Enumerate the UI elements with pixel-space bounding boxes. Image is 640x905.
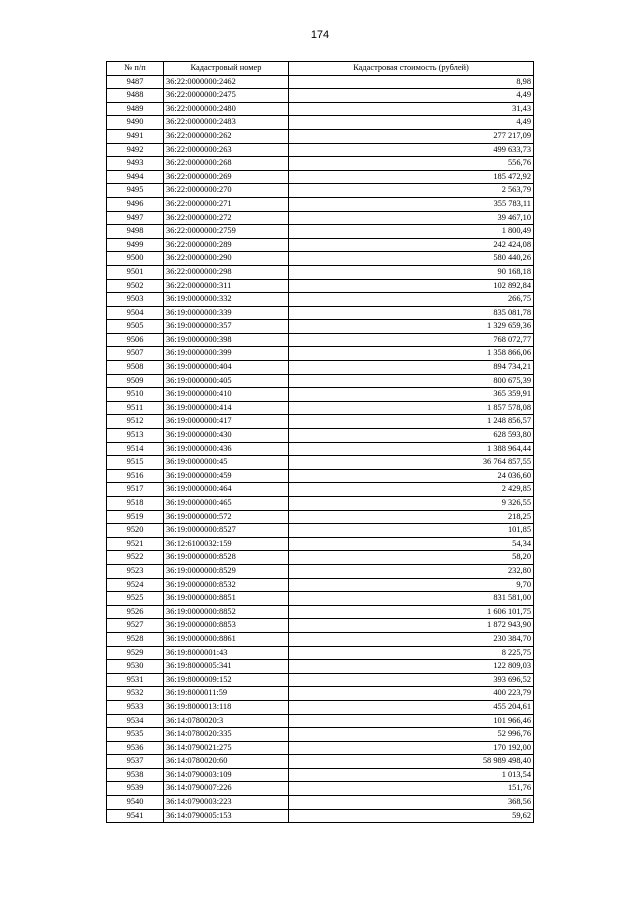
cadastral-value: 242 424,08 [289,238,534,252]
row-number: 9490 [107,116,164,130]
cadastral-number: 36:14:0780020:3 [164,714,289,728]
cadastral-number: 36:22:0000000:271 [164,197,289,211]
row-number: 9505 [107,320,164,334]
cadastral-value: 768 072,77 [289,333,534,347]
table-row [107,170,534,184]
cadastral-number: 36:22:0000000:270 [164,184,289,198]
cadastral-number: 36:19:0000000:459 [164,469,289,483]
table-body [107,75,534,823]
row-number: 9500 [107,252,164,266]
table-row [107,714,534,728]
cadastral-value: 31,43 [289,102,534,116]
cadastral-number: 36:22:0000000:2480 [164,102,289,116]
cadastral-value: 151,76 [289,782,534,796]
table-row [107,102,534,116]
cadastral-value: 800 675,39 [289,374,534,388]
table-row [107,687,534,701]
cadastral-value: 101,85 [289,524,534,538]
table-row [107,388,534,402]
cadastral-number: 36:22:0000000:2475 [164,89,289,103]
cadastral-number: 36:19:0000000:414 [164,401,289,415]
header-cadastral-number: Кадастровый номер [164,62,289,76]
table-row [107,592,534,606]
header-cadastral-value: Кадастровая стоимость (рублей) [289,62,534,76]
row-number: 9538 [107,768,164,782]
table-row [107,524,534,538]
cadastral-value: 59,62 [289,809,534,823]
cadastral-value: 831 581,00 [289,592,534,606]
row-number: 9534 [107,714,164,728]
cadastral-value: 102 892,84 [289,279,534,293]
row-number: 9522 [107,551,164,565]
table-row [107,646,534,660]
cadastral-number: 36:19:0000000:8861 [164,632,289,646]
table-row [107,605,534,619]
cadastral-number: 36:22:0000000:2483 [164,116,289,130]
row-number: 9493 [107,157,164,171]
cadastral-value: 58 989 498,40 [289,755,534,769]
cadastral-value: 835 081,78 [289,306,534,320]
row-number: 9519 [107,510,164,524]
cadastral-value: 266,75 [289,293,534,307]
table-row [107,361,534,375]
cadastral-number: 36:19:0000000:417 [164,415,289,429]
row-number: 9533 [107,700,164,714]
table-row [107,660,534,674]
table-row [107,306,534,320]
cadastral-value: 230 384,70 [289,632,534,646]
table-row [107,728,534,742]
table-row [107,619,534,633]
table-row [107,578,534,592]
table-row [107,293,534,307]
cadastral-value: 1 606 101,75 [289,605,534,619]
cadastral-number: 36:19:0000000:8529 [164,564,289,578]
table-row [107,429,534,443]
row-number: 9507 [107,347,164,361]
cadastral-value: 36 764 857,55 [289,456,534,470]
row-number: 9521 [107,537,164,551]
row-number: 9503 [107,293,164,307]
table-row [107,129,534,143]
row-number: 9529 [107,646,164,660]
cadastral-value: 1 329 659,36 [289,320,534,334]
row-number: 9489 [107,102,164,116]
row-number: 9528 [107,632,164,646]
cadastral-value: 1 248 856,57 [289,415,534,429]
row-number: 9526 [107,605,164,619]
table-row [107,143,534,157]
cadastral-value: 368,56 [289,796,534,810]
cadastral-number: 36:19:0000000:8528 [164,551,289,565]
cadastral-value: 1 857 578,08 [289,401,534,415]
row-number: 9502 [107,279,164,293]
cadastral-value: 556,76 [289,157,534,171]
cadastral-value: 9 326,55 [289,497,534,511]
cadastre-table [106,61,534,823]
cadastral-value: 1 872 943,90 [289,619,534,633]
table-row [107,510,534,524]
row-number: 9532 [107,687,164,701]
row-number: 9514 [107,442,164,456]
cadastral-value: 54,34 [289,537,534,551]
table-row [107,456,534,470]
row-number: 9520 [107,524,164,538]
table-row [107,469,534,483]
cadastral-value: 365 359,91 [289,388,534,402]
row-number: 9495 [107,184,164,198]
cadastral-number: 36:14:0780020:60 [164,755,289,769]
cadastral-value: 52 996,76 [289,728,534,742]
cadastral-number: 36:22:0000000:298 [164,265,289,279]
cadastral-number: 36:22:0000000:263 [164,143,289,157]
cadastral-number: 36:14:0790005:153 [164,809,289,823]
table-row [107,401,534,415]
cadastral-number: 36:19:0000000:430 [164,429,289,443]
cadastral-value: 393 696,52 [289,673,534,687]
table-header [107,62,534,76]
cadastral-number: 36:22:0000000:289 [164,238,289,252]
cadastral-value: 2 429,85 [289,483,534,497]
row-number: 9492 [107,143,164,157]
cadastral-number: 36:19:0000000:404 [164,361,289,375]
page-number: 174 [310,29,330,41]
row-number: 9535 [107,728,164,742]
cadastral-number: 36:19:0000000:464 [164,483,289,497]
cadastral-number: 36:19:8000009:152 [164,673,289,687]
cadastral-value: 2 563,79 [289,184,534,198]
table-row [107,75,534,89]
cadastral-number: 36:14:0790003:109 [164,768,289,782]
cadastral-number: 36:22:0000000:290 [164,252,289,266]
table-row [107,116,534,130]
row-number: 9488 [107,89,164,103]
cadastral-number: 36:19:8000011:59 [164,687,289,701]
cadastral-value: 580 440,26 [289,252,534,266]
row-number: 9530 [107,660,164,674]
row-number: 9497 [107,211,164,225]
table-row [107,157,534,171]
cadastral-number: 36:14:0790007:226 [164,782,289,796]
cadastral-value: 122 809,03 [289,660,534,674]
row-number: 9536 [107,741,164,755]
row-number: 9527 [107,619,164,633]
row-number: 9524 [107,578,164,592]
table-row [107,632,534,646]
cadastral-number: 36:22:0000000:268 [164,157,289,171]
cadastral-value: 9,70 [289,578,534,592]
table-row [107,741,534,755]
table-row [107,265,534,279]
table-row [107,184,534,198]
cadastral-value: 101 966,46 [289,714,534,728]
row-number: 9525 [107,592,164,606]
cadastral-value: 1 388 964,44 [289,442,534,456]
table-row [107,564,534,578]
table-row [107,374,534,388]
row-number: 9518 [107,497,164,511]
table-row [107,225,534,239]
cadastral-number: 36:19:0000000:45 [164,456,289,470]
table-row [107,347,534,361]
cadastral-value: 1 013,54 [289,768,534,782]
cadastral-value: 58,20 [289,551,534,565]
table-row [107,197,534,211]
header-row [107,62,534,76]
row-number: 9516 [107,469,164,483]
cadastral-number: 36:19:8000001:43 [164,646,289,660]
table-row [107,89,534,103]
cadastral-value: 170 192,00 [289,741,534,755]
cadastral-value: 8,98 [289,75,534,89]
table-row [107,333,534,347]
row-number: 9541 [107,809,164,823]
table-row [107,809,534,823]
cadastral-number: 36:22:0000000:262 [164,129,289,143]
table-row [107,211,534,225]
table-row [107,551,534,565]
table-row [107,252,534,266]
cadastral-number: 36:19:0000000:8527 [164,524,289,538]
table-row [107,279,534,293]
cadastral-value: 355 783,11 [289,197,534,211]
cadastral-value: 185 472,92 [289,170,534,184]
cadastral-value: 1 358 866,06 [289,347,534,361]
cadastral-value: 455 204,61 [289,700,534,714]
row-number: 9496 [107,197,164,211]
cadastral-number: 36:19:0000000:398 [164,333,289,347]
cadastral-number: 36:19:0000000:572 [164,510,289,524]
row-number: 9487 [107,75,164,89]
cadastral-number: 36:22:0000000:2759 [164,225,289,239]
row-number: 9523 [107,564,164,578]
row-number: 9501 [107,265,164,279]
header-number: № п/п [107,62,164,76]
table-row [107,673,534,687]
cadastral-number: 36:19:0000000:436 [164,442,289,456]
row-number: 9513 [107,429,164,443]
table-row [107,537,534,551]
cadastral-number: 36:12:6100032:159 [164,537,289,551]
table-row [107,700,534,714]
cadastral-number: 36:19:0000000:8532 [164,578,289,592]
row-number: 9509 [107,374,164,388]
row-number: 9499 [107,238,164,252]
table-row [107,238,534,252]
table-row [107,796,534,810]
cadastral-value: 4,49 [289,116,534,130]
row-number: 9511 [107,401,164,415]
cadastral-number: 36:19:0000000:339 [164,306,289,320]
row-number: 9515 [107,456,164,470]
cadastral-number: 36:19:0000000:8851 [164,592,289,606]
cadastral-number: 36:19:0000000:332 [164,293,289,307]
table-row [107,782,534,796]
cadastral-number: 36:19:0000000:410 [164,388,289,402]
cadastral-value: 4,49 [289,89,534,103]
table-row [107,497,534,511]
cadastral-number: 36:19:0000000:405 [164,374,289,388]
row-number: 9512 [107,415,164,429]
cadastral-value: 232,80 [289,564,534,578]
cadastral-value: 39 467,10 [289,211,534,225]
table-row [107,768,534,782]
cadastral-value: 277 217,09 [289,129,534,143]
table-row [107,483,534,497]
cadastral-value: 24 036,60 [289,469,534,483]
table-row [107,442,534,456]
table-row [107,755,534,769]
cadastral-value: 218,25 [289,510,534,524]
row-number: 9494 [107,170,164,184]
row-number: 9540 [107,796,164,810]
cadastral-value: 8 225,75 [289,646,534,660]
cadastral-number: 36:22:0000000:269 [164,170,289,184]
row-number: 9531 [107,673,164,687]
table-row [107,415,534,429]
cadastral-number: 36:19:0000000:8853 [164,619,289,633]
cadastral-value: 628 593,80 [289,429,534,443]
cadastral-number: 36:19:0000000:399 [164,347,289,361]
row-number: 9498 [107,225,164,239]
row-number: 9510 [107,388,164,402]
cadastral-number: 36:19:0000000:465 [164,497,289,511]
cadastral-value: 894 734,21 [289,361,534,375]
row-number: 9491 [107,129,164,143]
row-number: 9504 [107,306,164,320]
cadastral-value: 1 800,49 [289,225,534,239]
cadastral-number: 36:22:0000000:2462 [164,75,289,89]
row-number: 9537 [107,755,164,769]
cadastral-number: 36:22:0000000:272 [164,211,289,225]
table-row [107,320,534,334]
row-number: 9517 [107,483,164,497]
cadastral-number: 36:22:0000000:311 [164,279,289,293]
cadastral-number: 36:19:0000000:357 [164,320,289,334]
cadastral-value: 90 168,18 [289,265,534,279]
cadastral-value: 400 223,79 [289,687,534,701]
row-number: 9539 [107,782,164,796]
cadastral-number: 36:14:0780020:335 [164,728,289,742]
cadastral-number: 36:19:8000013:118 [164,700,289,714]
cadastral-number: 36:19:0000000:8852 [164,605,289,619]
row-number: 9506 [107,333,164,347]
cadastral-number: 36:14:0790003:223 [164,796,289,810]
cadastral-number: 36:14:0790021:275 [164,741,289,755]
cadastral-number: 36:19:8000005:341 [164,660,289,674]
row-number: 9508 [107,361,164,375]
cadastral-value: 499 633,73 [289,143,534,157]
